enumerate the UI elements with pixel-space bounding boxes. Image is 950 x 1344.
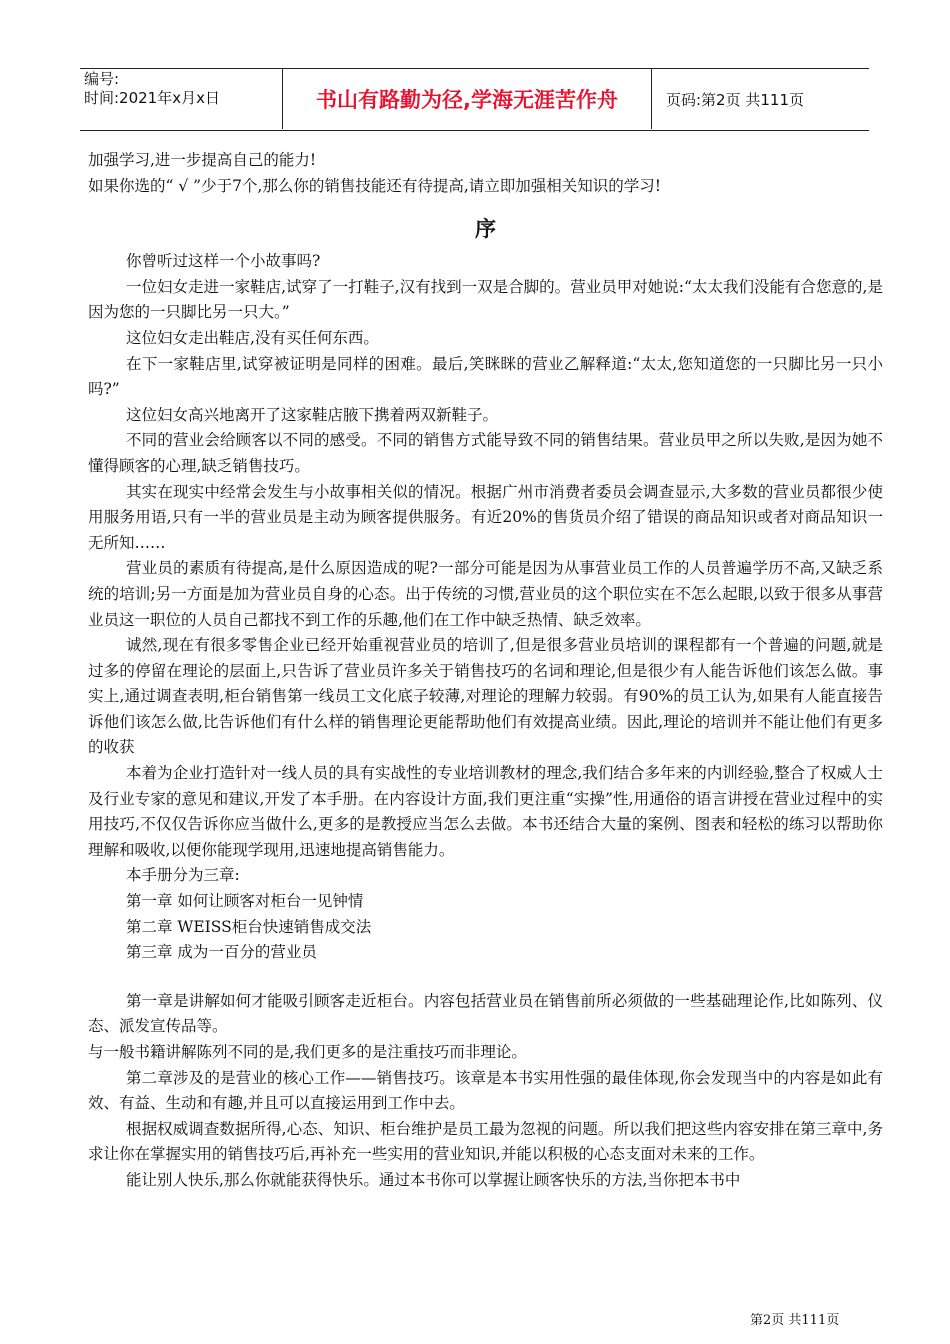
paragraph: 营业员的素质有待提高,是什么原因造成的呢?一部分可能是因为从事营业员工作的人员普遍学历不高,又缺乏系统的培训;另一方面是加为营业员自身的心态。出于传统的习惯,营业员的这个职位实在不怎么起眼,以致于很多从事营业员这一职位的人员自己都找不到工作的乐趣,他们在工作中缺乏热情、缺乏效率。	[88, 559, 883, 629]
paragraph: 一位妇女走进一家鞋店,试穿了一打鞋子,汉有找到一双是合脚的。营业员甲对她说:“太太我们没能有合您意的,是因为您的一只脚比另一只大。”	[88, 277, 883, 322]
summary-paragraph: 第一章是讲解如何才能吸引顾客走近柜台。内容包括营业员在销售前所必须做的一些基础理论作,比如陈列、仪态、派发宣传品等。	[88, 991, 883, 1036]
chapter-item: 第二章 WEISS柜台快速销售成交法	[126, 917, 372, 936]
code-label: 编号:	[84, 70, 120, 88]
paragraph: 其实在现实中经常会发生与小故事相关似的情况。根据广州市消费者委员会调查显示,大多数的营业员都很少使用服务用语,只有一半的营业员是主动为顾客提供服务。有近20%的售货员介绍了错误的商品知识或者对商品知识一无所知……	[88, 482, 883, 552]
chapter-item: 第一章 如何让顾客对柜台一见钟情	[126, 892, 364, 911]
paragraph: 诚然,现在有很多零售企业已经开始重视营业员的培训了,但是很多营业员培训的课程都有一个普遍的问题,就是过多的停留在理论的层面上,只告诉了营业员许多关于销售技巧的名词和理论,但是很少有人能告诉他们该怎么做。事实上,通过调查表明,柜台销售第一线员工文化底子较薄,对理论的理解力较弱。有90%的员工认为,如果有人能直接告诉他们该怎么做,比告诉他们有什么样的销售理论更能帮助他们有效提高业绩。因此,理论的培训并不能让他们有更多的收获	[88, 636, 883, 757]
paragraph: 这位妇女高兴地离开了这家鞋店腋下携着两双新鞋子。	[126, 405, 499, 424]
paragraph: 在下一家鞋店里,试穿被证明是同样的困难。最后,笑眯眯的营业乙解释道:“太太,您知道您的一只脚比另一只小吗?”	[88, 354, 883, 399]
header-motto: 书山有路勤为径,学海无涯苦作舟	[282, 68, 652, 129]
summary-paragraph: 与一般书籍讲解陈列不同的是,我们更多的是注重技巧而非理论。	[88, 1043, 527, 1061]
summary-paragraph: 能让别人快乐,那么你就能获得快乐。通过本书你可以掌握让顾客快乐的方法,当你把本书中	[126, 1170, 741, 1189]
summary-paragraph: 第二章涉及的是营业的核心工作——销售技巧。该章是本书实用性强的最佳体现,你会发现当中的内容是如此有效、有益、生动和有趣,并且可以直接运用到工作中去。	[88, 1068, 883, 1113]
summary-paragraph: 根据权威调查数据所得,心态、知识、柜台维护是员工最为忽视的问题。所以我们把这些内容安排在第三章中,务求让你在掌握实用的销售技巧后,再补充一些实用的营业知识,并能以积极的心态支面对未来的工作。	[88, 1119, 883, 1164]
paragraph: 本手册分为三章:	[126, 866, 240, 885]
paragraph: 这位妇女走出鞋店,没有买任何东西。	[126, 328, 379, 347]
paragraph: 不同的营业会给顾客以不同的感受。不同的销售方式能导致不同的销售结果。营业员甲之所以失败,是因为她不懂得顾客的心理,缺乏销售技巧。	[88, 431, 883, 475]
paragraph: 本着为企业打造针对一线人员的具有实战性的专业培训教材的理念,我们结合多年来的内训经验,整合了权威人士及行业专家的意见和建议,开发了本手册。在内容设计方面,我们更注重“实操”性,用通俗的语言讲授在营业过程中的实用技巧,不仅仅告诉你应当做什么,更多的是教授应当怎么去做。本书还结合大量的案例、图表和轻松的练习以帮助你理解和吸收,以便你能现学现用,迅速地提高销售能力。	[88, 764, 883, 859]
chapter-item: 第三章 成为一百分的营业员	[126, 943, 317, 962]
section-title: 序	[475, 217, 496, 242]
paragraph: 你曾听过这样一个小故事吗?	[126, 252, 321, 271]
intro-line: 如果你选的“ √ ”少于7个,那么你的销售技能还有待提高,请立即加强相关知识的学习!	[88, 176, 662, 195]
header-meta	[84, 70, 280, 108]
page-footer: 第2页 共111页	[750, 1313, 840, 1328]
page-header	[80, 68, 869, 131]
header-page-info: 页码:第2页 共111页	[666, 91, 804, 109]
document-body	[88, 148, 883, 1194]
date-line: 时间:2021年x月x日	[84, 89, 220, 107]
intro-line: 加强学习,进一步提高自己的能力!	[88, 151, 317, 169]
